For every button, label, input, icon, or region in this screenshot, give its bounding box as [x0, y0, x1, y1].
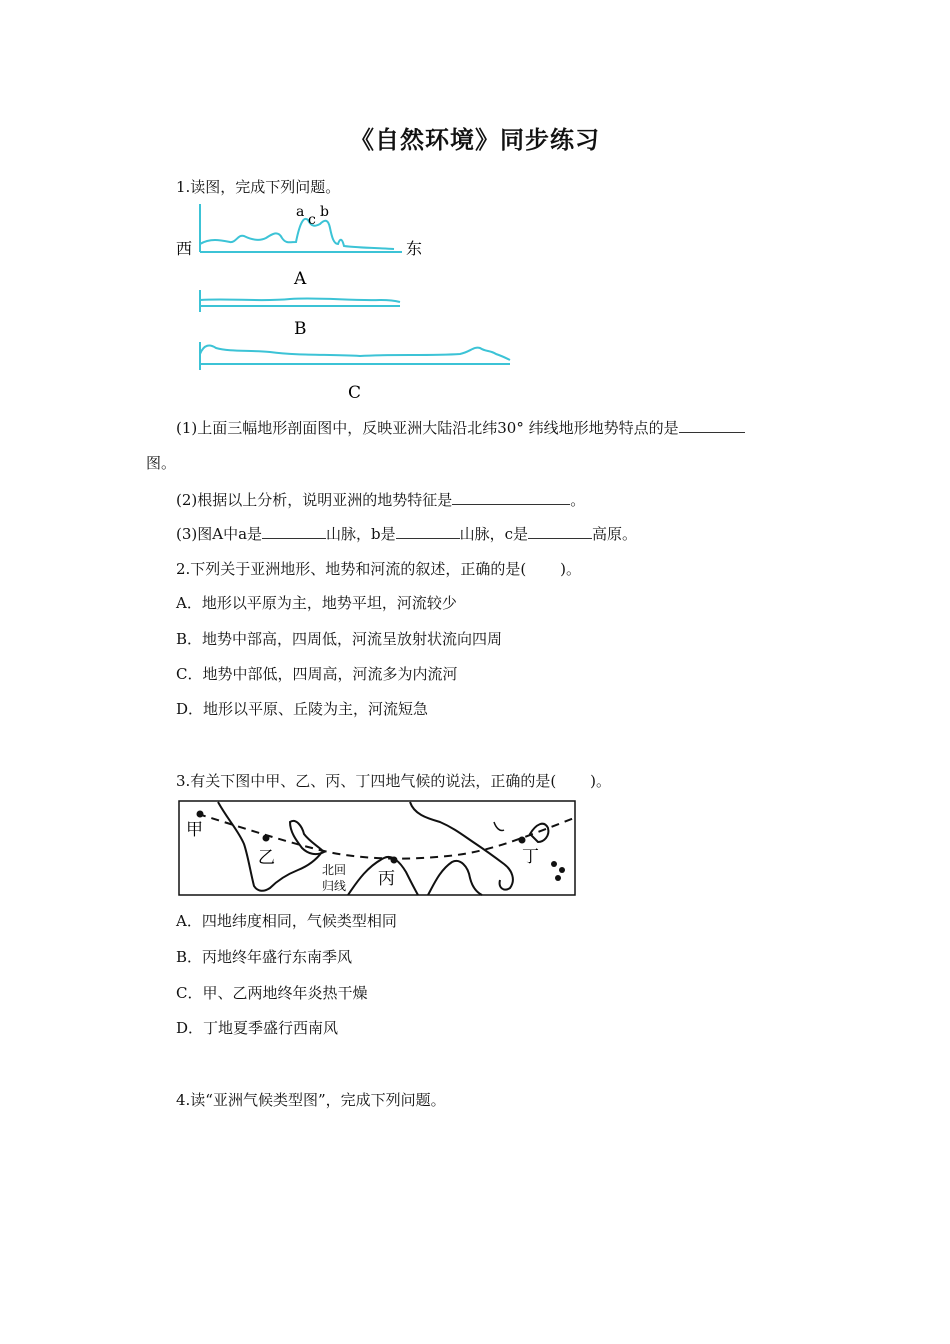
q1-part3-blank-c[interactable]	[528, 522, 592, 539]
q3-stem-end: )。	[590, 772, 612, 790]
east-label: 东	[406, 239, 423, 258]
q2-option-a[interactable]: A．地形以平原为主，地势平坦，河流较少	[176, 594, 457, 612]
q2-option-b[interactable]: B．地势中部高，四周低，河流呈放射状流向四周	[176, 630, 503, 648]
page-title: 《自然环境》同步练习	[350, 126, 600, 154]
tropic-map-svg	[178, 800, 576, 896]
profile-a-label: A	[294, 269, 307, 289]
label-tropic-line2: 归线	[322, 879, 347, 893]
q1-part1-text: (1)上面三幅地形剖面图中，反映亚洲大陆沿北纬30° 纬线地形地势特点的是	[176, 419, 679, 437]
point-a-label: a	[296, 204, 305, 220]
island-dot-3	[555, 875, 561, 881]
profile-c	[200, 342, 510, 403]
q4-stem: 4.读“亚洲气候类型图”，完成下列问题。	[176, 1091, 446, 1109]
terrain-profiles-svg	[170, 198, 530, 408]
q1-part2-blank[interactable]	[452, 488, 570, 505]
point-c-label: c	[308, 212, 316, 228]
q1-part3-text1: (3)图A中a是	[176, 525, 263, 543]
label-yi: 乙	[258, 848, 275, 868]
label-bing: 丙	[378, 869, 395, 889]
profile-b	[200, 290, 400, 339]
q1-part2-text: (2)根据以上分析，说明亚洲的地势特征是	[176, 491, 453, 509]
q2-stem-text: 2.下列关于亚洲地形、地势和河流的叙述，正确的是(	[176, 560, 527, 578]
q1-part3	[176, 522, 637, 545]
label-tropic-line1: 北回	[322, 863, 347, 877]
q1-part3-text2: 山脉，b是	[326, 525, 396, 543]
q2-stem-end: )。	[560, 560, 582, 578]
q1-part3-blank-a[interactable]	[262, 522, 326, 539]
q1-part3-blank-b[interactable]	[396, 522, 460, 539]
tropic-map-figure	[178, 800, 576, 896]
q3-option-c[interactable]: C．甲、乙两地终年炎热干燥	[176, 984, 368, 1002]
q2-option-d[interactable]: D．地形以平原、丘陵为主，河流短急	[176, 700, 429, 718]
profile-a	[176, 204, 422, 289]
q1-part3-text4: 高原。	[592, 525, 638, 543]
q3-option-d[interactable]: D．丁地夏季盛行西南风	[176, 1019, 339, 1037]
label-ding: 丁	[522, 847, 539, 867]
profile-b-label: B	[294, 319, 307, 339]
profile-c-label: C	[348, 383, 362, 403]
west-label: 西	[176, 239, 193, 258]
q3-stem	[176, 770, 611, 792]
q1-part2-end: 。	[570, 491, 586, 509]
label-jia: 甲	[186, 820, 203, 840]
q3-stem-text: 3.有关下图中甲、乙、丙、丁四地气候的说法，正确的是(	[176, 772, 557, 790]
map-frame	[179, 801, 575, 895]
q1-part3-text3: 山脉，c是	[459, 525, 529, 543]
island-dot-2	[559, 867, 565, 873]
q2-stem	[176, 558, 581, 580]
q3-option-b[interactable]: B．丙地终年盛行东南季风	[176, 948, 353, 966]
point-ding	[519, 837, 526, 844]
point-jia	[197, 811, 204, 818]
point-yi	[263, 835, 270, 842]
point-b-label: b	[320, 204, 329, 220]
q1-part2	[176, 488, 585, 511]
q1-part1	[176, 416, 745, 439]
terrain-profiles-figure	[170, 198, 530, 408]
q3-option-a[interactable]: A．四地纬度相同，气候类型相同	[176, 912, 397, 930]
island-dot-1	[551, 861, 557, 867]
q1-stem: 1.读图，完成下列问题。	[176, 178, 341, 196]
point-bing	[391, 857, 398, 864]
q1-part1-cont: 图。	[146, 454, 177, 472]
q1-part1-blank[interactable]	[679, 416, 745, 433]
q2-option-c[interactable]: C．地势中部低，四周高，河流多为内流河	[176, 665, 458, 683]
